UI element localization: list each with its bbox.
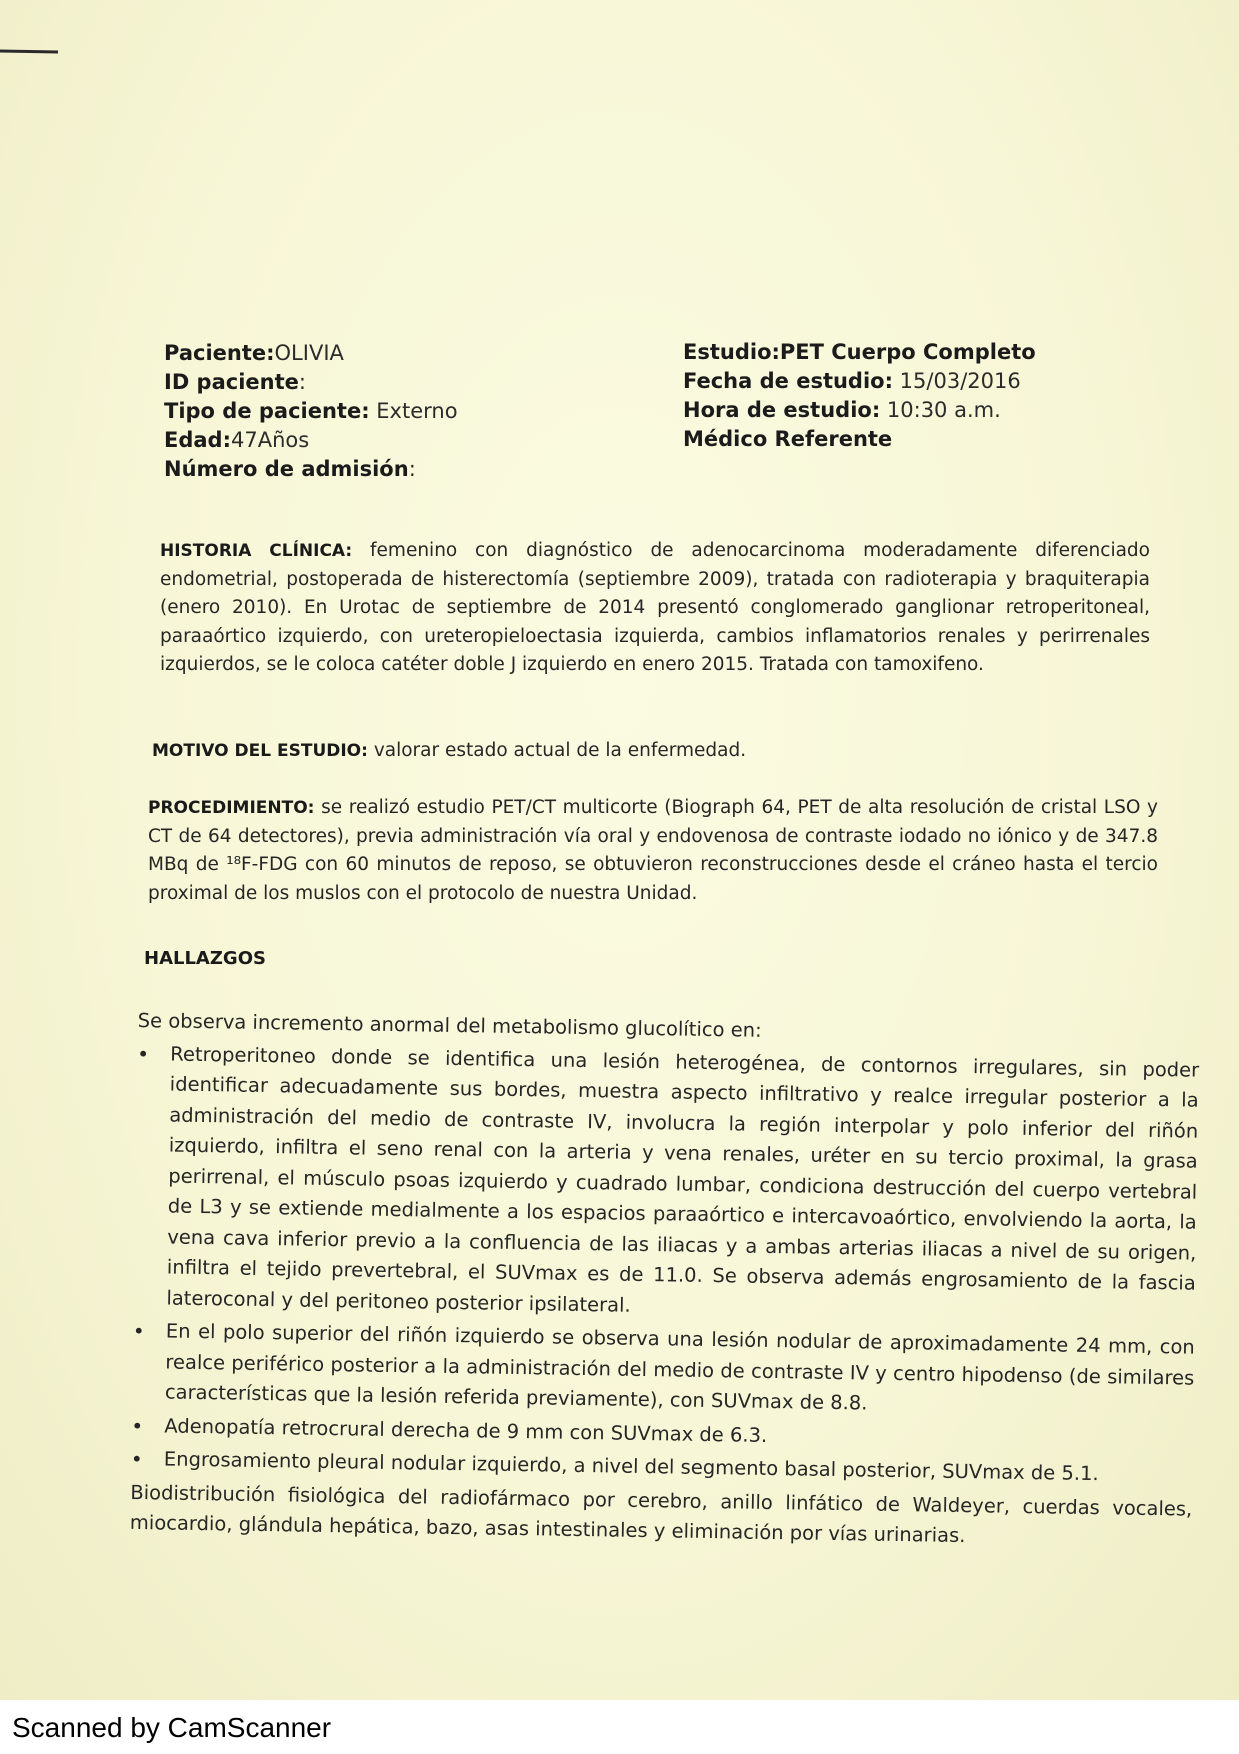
patient-info-left — [164, 339, 458, 484]
historia-clinica-text: femenino con diagnóstico de adenocarcinoma moderadamente diferenciado endometrial, postoperada de histerectomía (septiembre 2009), tratada con radioterapia y braquiterapia (enero 2010). En Urotac de septiembre de 2014 presentó conglomerado ganglionar retroperitoneal, paraaórtico izquierdo, con ureteropieloectasia izquierda, cambios inflamatorios renales y perirrenales izquierdos, se le coloca catéter doble J izquierdo en enero 2015. Tratada con tamoxifeno. — [160, 540, 1150, 675]
bullet-icon: • — [130, 1446, 143, 1472]
procedimiento-section — [148, 794, 1158, 908]
field-tipo-paciente: Tipo de paciente: Externo — [164, 399, 458, 423]
biodistribucion-text: Biodistribución fisiológica del radiofármaco por cerebro, anillo linfático de Waldeyer, cuerdas vocales, miocardio, glándula hepática, bazo, asas intestinales y eliminación por vías urinarias. — [129, 1480, 1193, 1548]
field-estudio: Estudio:PET Cuerpo Completo — [683, 340, 1036, 364]
field-id-paciente: ID paciente: — [164, 370, 306, 394]
finding-item: • Adenopatía retrocrural derecha de 9 mm con SUVmax de 6.3. — [131, 1410, 1193, 1457]
bullet-icon: • — [137, 1041, 150, 1066]
scanner-footer — [0, 1700, 1239, 1754]
bullet-icon: • — [132, 1318, 145, 1344]
field-hora-estudio: Hora de estudio: 10:30 a.m. — [683, 398, 1001, 422]
scanner-watermark-text: Scanned by CamScanner — [12, 1712, 332, 1743]
hallazgos-intro: Se observa incremento anormal del metabolismo glucolítico en: — [137, 1008, 762, 1042]
finding-item: • Retroperitoneo donde se identifica una lesión heterogénea, de contornos irregulares, sin poder identificar adecuadamente sus bordes, muestra aspecto infiltrativo y realce irregular posterior a la administración del medio de contraste IV, involucra la región interpolar y polo inferior del riñón izquierdo, infiltra el seno renal con la arteria y vena renales, uréter en su tercio proximal, la grasa perirrenal, el músculo psoas izquierdo y cuadrado lumbar, condiciona destrucción del cuerpo vertebral de L3 y se extiende medialmente a los espacios paraaórtico e intercavoaórtico, envolviendo la aorta, la vena cava inferior previo a la confluencia de las iliacas y a ambas arterias iliacas a nivel de su origen, infiltra el tejido prevertebral, el SUVmax es de 11.0. Se observa además engrosamiento de la fascia lateroconal y del peritoneo posterior ipsilateral. — [133, 1038, 1199, 1329]
hallazgos-body — [130, 1006, 1200, 1555]
procedimiento-label: PROCEDIMIENTO: — [148, 798, 315, 818]
study-info-right — [683, 338, 1036, 454]
field-paciente: Paciente:OLIVIA — [164, 341, 344, 365]
findings-list — [131, 1038, 1200, 1491]
field-fecha-estudio: Fecha de estudio: 15/03/2016 — [683, 369, 1021, 393]
motivo-estudio-section — [152, 737, 1152, 766]
historia-clinica-label: HISTORIA CLÍNICA: — [160, 541, 353, 561]
procedimiento-text: se realizó estudio PET/CT multicorte (Biograph 64, PET de alta resolución de cristal LSO y CT de 64 detectores), previa administración vía oral y endovenosa de contraste iodado no iónico y de 347.8 MBq de ¹⁸F-FDG con 60 minutos de reposo, se obtuvieron reconstrucciones desde el cráneo hasta el tercio proximal de los muslos con el protocolo de nuestra Unidad. — [148, 797, 1158, 904]
historia-clinica-section — [160, 537, 1150, 680]
finding-item: • Engrosamiento pleural nodular izquierdo, a nivel del segmento basal posterior, SUVmax de 5.1. — [131, 1444, 1193, 1491]
scan-edge-mark — [0, 49, 58, 53]
field-edad: Edad:47Años — [164, 428, 310, 452]
bullet-icon: • — [131, 1413, 144, 1438]
motivo-estudio-text: valorar estado actual de la enfermedad. — [367, 740, 747, 761]
motivo-estudio-label: MOTIVO DEL ESTUDIO: — [152, 741, 368, 761]
finding-item: • En el polo superior del riñón izquierdo se observa una lesión nodular de aproximadamente 24 mm, con realce periférico posterior a la administración del medio de contraste IV y centro hipodenso (de similares características que la lesión referida previamente), con SUVmax de 8.8. — [132, 1316, 1195, 1424]
field-medico-referente: Médico Referente — [683, 427, 893, 451]
field-numero-admision: Número de admisión: — [164, 457, 416, 481]
hallazgos-heading: HALLAZGOS — [144, 948, 266, 969]
